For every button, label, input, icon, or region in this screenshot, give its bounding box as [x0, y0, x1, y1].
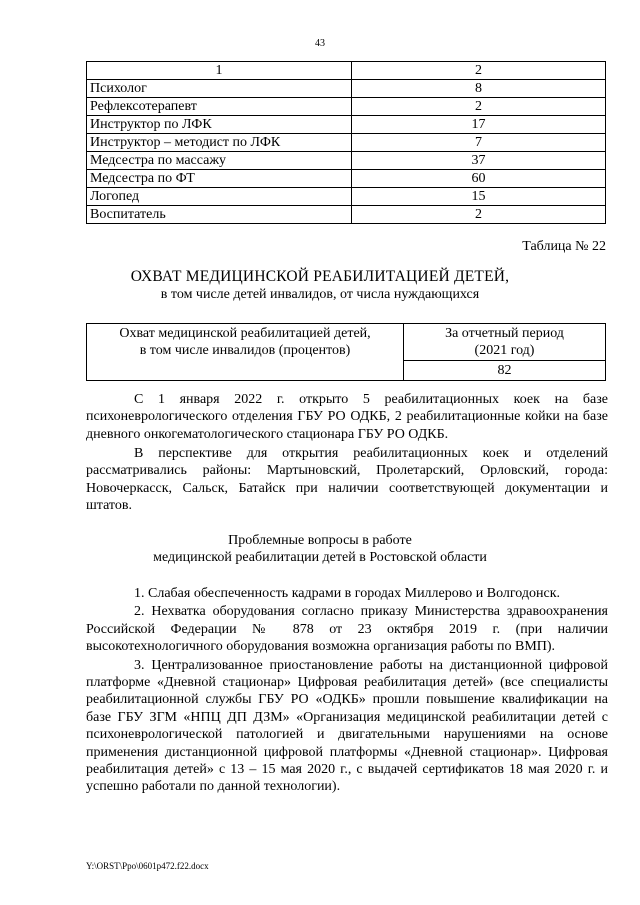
issues-list: [86, 585, 608, 797]
paragraph-text: С 1 января 2022 г. открыто 5 реабилитационных коек на базе психоневрологического отделения ГБУ РО ОДКБ, 2 реабилитационные койки на базе дневного онкогематологического стационара ГБУ РО ОДКБ.: [86, 392, 608, 442]
table-row: [87, 206, 606, 224]
position-cell: Медсестра по ФТ: [87, 170, 352, 188]
count-cell: 7: [352, 134, 606, 152]
table-row: [87, 98, 606, 116]
coverage-header-row: [87, 324, 606, 361]
staff-table: [86, 61, 606, 224]
count-cell: 17: [352, 116, 606, 134]
list-item: 3. Централизованное приостановление работы на дистанционной цифровой платформе «Дневной стационар» Цифровая реабилитация детей» (все специалисты реабилитационной службы ГБУ РО «ОДКБ» прошли повышение квалификации на базе ГБУ ЗГМ «НПЦ ДП ДЗМ» «Организация медицинской реабилитации детей с психоневрологической патологией и двигательными нарушениями на основе применения дистанционной цифровой платформы «Дневной стационар». Цифровая реабилитация детей» с 13 – 15 мая 2020 г., с выдачей сертификатов 18 мая 2020 г. и успешно работали по данной технологии).: [86, 657, 608, 795]
table-row: [87, 170, 606, 188]
section-title-line1: Проблемные вопросы в работе: [228, 533, 412, 548]
table-row: [87, 134, 606, 152]
coverage-indicator-cell: [87, 324, 404, 381]
header-cell-1: 1: [87, 62, 352, 80]
table-row: [87, 116, 606, 134]
header-cell-2: 2: [352, 62, 606, 80]
table-row: [87, 188, 606, 206]
table-title: [0, 268, 640, 304]
paragraph-beds: [86, 391, 608, 443]
count-cell: 15: [352, 188, 606, 206]
position-cell: Инструктор по ЛФК: [87, 116, 352, 134]
table-row: [87, 152, 606, 170]
list-item: 2. Нехватка оборудования согласно приказу Министерства здравоохранения Российской Федерации № 878 от 23 октября 2019 г. (при наличии высокотехнологичного оборудования возможна организация работы по ВМП).: [86, 604, 608, 655]
footer-file-path: Y:\ORST\Ppo\0601p472.f22.docx: [86, 861, 209, 871]
count-cell: 2: [352, 98, 606, 116]
table-title-sub: в том числе детей инвалидов, от числа нуждающихся: [160, 287, 480, 302]
page-number: 43: [315, 38, 325, 49]
position-cell: Воспитатель: [87, 206, 352, 224]
count-cell: 60: [352, 170, 606, 188]
table-number-label: Таблица № 22: [522, 239, 606, 254]
coverage-period-cell: [404, 324, 606, 361]
coverage-period-line2: (2021 год): [474, 343, 535, 358]
count-cell: 37: [352, 152, 606, 170]
paragraph-perspective: [86, 445, 608, 515]
coverage-table: [86, 323, 606, 381]
list-item: 1. Слабая обеспеченность кадрами в городах Миллерово и Волгодонск.: [134, 586, 561, 601]
coverage-period-line1: За отчетный период: [445, 326, 564, 341]
table-header-row: [87, 62, 606, 80]
position-cell: Рефлексотерапевт: [87, 98, 352, 116]
coverage-indicator-line2: в том числе инвалидов (процентов): [139, 343, 351, 358]
count-cell: 8: [352, 80, 606, 98]
position-cell: Медсестра по массажу: [87, 152, 352, 170]
coverage-value-cell: 82: [404, 361, 606, 381]
table-row: [87, 80, 606, 98]
position-cell: Инструктор – методист по ЛФК: [87, 134, 352, 152]
table-title-main: ОХВАТ МЕДИЦИНСКОЙ РЕАБИЛИТАЦИЕЙ ДЕТЕЙ,: [130, 268, 510, 285]
section-title-line2: медицинской реабилитации детей в Ростовской области: [153, 550, 487, 566]
paragraph-text: В перспективе для открытия реабилитационных коек и отделений рассматривались районы: Мартыновский, Пролетарский, Орловский, города: Новочеркасск, Сальск, Батайск при наличии соответствующей документации и штатов.: [86, 446, 608, 514]
count-cell: 2: [352, 206, 606, 224]
position-cell: Психолог: [87, 80, 352, 98]
section-title: [0, 532, 640, 567]
position-cell: Логопед: [87, 188, 352, 206]
coverage-indicator-line1: Охват медицинской реабилитацией детей,: [119, 326, 371, 341]
